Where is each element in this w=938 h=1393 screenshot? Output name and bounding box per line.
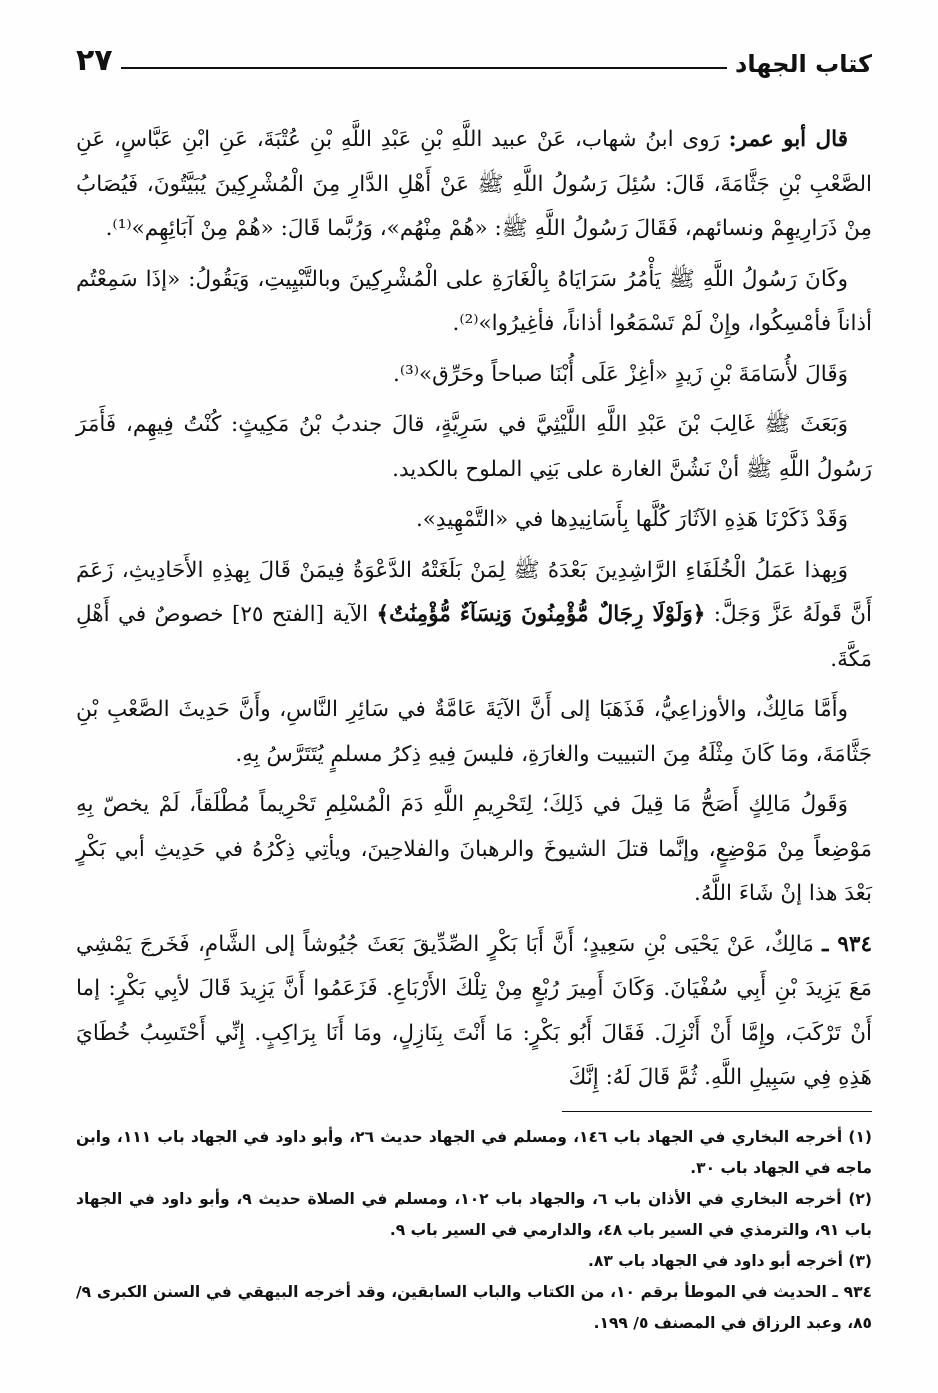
paragraph-text: رَوى ابنُ شهاب، عَنْ عبيد اللَّهِ بْنِ عَبْدِ اللَّهِ بْنِ عُتْبَةَ، عَنِ ابْنِ عَبَّاسٍ، عَنِ الصَّعْبِ بْنِ جَثَّامَةَ، قَالَ: سُئِلَ رَسُولُ اللَّهِ ﷺ عَنْ أَهْلِ الدَّارِ مِنَ الْمُشْرِكِينَ يُبَيَّتُونَ، فَيُصَابُ مِنْ ذَرَارِيهِمْ ونسائهم، فَقَالَ رَسُولُ اللَّهِ ﷺ: «هُمْ مِنْهُم»، وَرُبَّما قَالَ: «هُمْ مِنْ آبَائِهِم»⁽¹⁾. <box>76 127 872 241</box>
hadith-text: مَالِكٌ، عَنْ يَحْيَى بْنِ سَعِيدٍ؛ أَنَّ أَبَا بَكْرٍ الصِّدِّيقَ بَعَثَ جُيُوشاً إلى الشَّامِ، فَخَرجَ يَمْشِي مَعَ يَزِيدَ بْنِ أَبِي سُفْيَانَ. وَكَانَ أَمِيرَ رُبْعٍ مِنْ تِلْكَ الأَرْبَاعِ. فَزَعَمُوا أَنَّ يَزِيدَ قَالَ لأبِي بَكْرٍ: إما أَنْ تَرْكَبَ، وإِمَّا أَنْ أَنْزِلَ. فَقَالَ أَبُو بَكْرٍ: مَا أَنْتَ بِنَازِلٍ، ومَا أَنَا بِرَاكِبٍ. إِنِّي أَحْتَسِبُ خُطَايَ هَذِهِ فِي سَبِيلِ اللَّهِ. ثُمَّ قَالَ لَهُ: إِنَّكَ <box>76 931 872 1090</box>
page-number: ٢٧ <box>76 43 113 78</box>
paragraph-3: وَقَالَ لأُسَامَةَ بْنِ زَيدٍ «أغِزْ عَلَى أُبْنَا صباحاً وحَرِّق»⁽³⁾. <box>392 361 848 387</box>
footnote-934: ٩٣٤ ـ الحديث في الموطأ برقم ١٠، من الكتاب والباب السابقين، وقد أخرجه البيهقي في السنن الكبرى ٩/ ٨٥، وعبد الرزاق في المصنف ٥/ ١٩٩. <box>76 1282 872 1332</box>
paragraph-text: وَبِهذا عَمَلُ الْخُلَفَاءِ الرَّاشِدِينَ بَعْدَهُ ﷺ لِمَنْ بَلَغَتْهُ الدَّعْوَةُ فِيمَنْ قَالَ بِهذِهِ الأَحَادِيثِ، زَعَمَ أَنَّ قَولَهُ عَزَّ وَجَلَّ: <box>76 557 873 627</box>
footnote-separator <box>562 1111 872 1112</box>
paragraph-2: وكَانَ رَسُولُ اللَّهِ ﷺ يَأْمُرُ سَرَايَاهُ بِالْغَارَةِ على الْمُشْرِكِينَ وبالتَّبْيِيتِ، وَيَقُولُ: «إذَا سَمِعْتُم أذاناً فأمْسِكُوا، وإِنْ لَمْ تَسْمَعُوا أذاناً، فأغِيرُوا»⁽²⁾. <box>76 266 872 336</box>
paragraph-6 <box>76 549 872 683</box>
footnote-1: (١) أخرجه البخاري في الجهاد باب ١٤٦، ومسلم في الجهاد حديث ٢٦، وأبو داود في الجهاد باب ١١١، وابن ماجه في الجهاد باب ٣٠. <box>76 1127 872 1177</box>
header-rule <box>121 67 727 69</box>
paragraph-text: الآية [الفتح ٢٥] خصوصٌ في أَهْلِ مَكَّةَ. <box>76 602 872 672</box>
paragraph-lead: قال أبو عمر: <box>728 127 848 152</box>
running-header <box>76 34 872 78</box>
footnote-2: (٢) أخرجه البخاري في الأذان باب ٦، والجهاد باب ١٠٢، ومسلم في الصلاة حديث ٩، وأبو داود في الجهاد باب ٩١، والترمذي في السير باب ٤٨، والدارمي في السير باب ٩. <box>76 1189 872 1239</box>
quran-verse: ﴿وَلَوْلَا رِجَالٌ مُّؤْمِنُونَ وَنِسَآءٌ مُّؤْمِنَٰتٌ﴾ <box>376 602 706 627</box>
main-text <box>76 118 872 1101</box>
paragraph-7: وأَمَّا مَالِكٌ، والأوزاعِيُّ، فَذَهَبَا إلى أَنَّ الآيَةَ عَامَّةٌ في سَائِرِ النَّاسِ، وأَنَّ حَدِيثَ الصَّعْبِ بْنِ جَثَّامَةَ، ومَا كَانَ مِثْلَهُ مِنَ التبييت والغارَةِ، فليسَ فِيهِ ذِكرُ مسلمٍ يُتَتَرَّسُ بِهِ. <box>76 697 872 767</box>
hadith-934 <box>76 923 872 1101</box>
paragraph-4: وَبَعَثَ ﷺ غَالِبَ بْنَ عَبْدِ اللَّهِ اللَّيْثِيَّ في سَرِيَّةٍ، قالَ جندبُ بْنُ مَكِيثٍ: كُنْتُ فِيهِم، فَأَمَرَ رَسُولُ اللَّهِ ﷺ أنْ نَشُنَّ الغارة على بَنِي الملوح بالكديد. <box>76 412 872 482</box>
footnotes <box>76 1122 872 1339</box>
hadith-number: ٩٣٤ ـ <box>822 931 872 957</box>
paragraph-8: وَقَولُ مَالِكٍ أَصَحُّ مَا قِيلَ في ذَلِكَ؛ لِتَحْرِيمِ اللَّهِ دَمَ الْمُسْلِمِ تَحْرِيماً مُطْلَقاً، لَمْ يخصّ بِهِ مَوْضِعاً مِنْ مَوْضِعٍ، وإنَّما قتلَ الشيوخَ والرهبانَ والفلاحِينَ، ويأتِي ذِكْرُهُ في حَدِيثِ أبي بَكْرٍ بَعْدَ هذا إنْ شَاءَ اللَّهُ. <box>76 792 872 906</box>
footnote-3: (٣) أخرجه أبو داود في الجهاد باب ٨٣. <box>588 1251 872 1270</box>
paragraph-1 <box>76 118 872 252</box>
paragraph-5: وَقَدْ ذَكَرْنَا هَذِهِ الآثَارَ كُلَّها بِأَسَانِيدِها في «التَّمْهِيدِ». <box>415 507 848 532</box>
book-title: كتاب الجهاد <box>735 50 872 78</box>
